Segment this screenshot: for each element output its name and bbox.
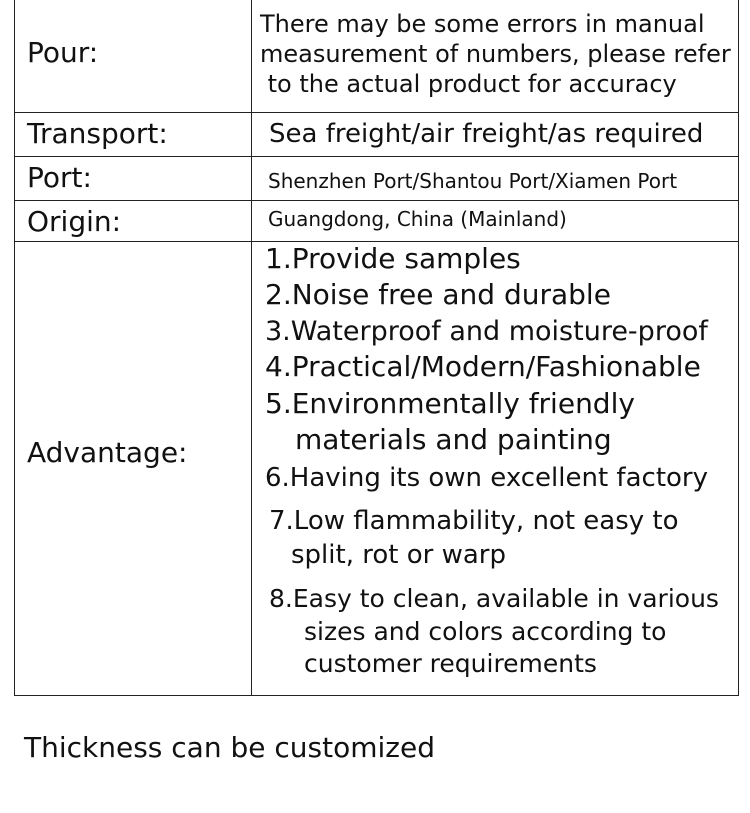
advantage-line-5b: materials and painting	[295, 423, 612, 456]
advantage-line-7b: split, rot or warp	[291, 540, 506, 570]
spec-table	[14, 0, 739, 696]
pour-label: Pour:	[27, 36, 99, 69]
row-advantage	[15, 242, 738, 696]
pour-line-3: to the actual product for accuracy	[260, 70, 677, 98]
row-port	[15, 157, 738, 201]
pour-line-1: There may be some errors in manual	[260, 10, 705, 38]
advantage-line-7: 7.Low flammability, not easy to	[269, 506, 679, 536]
pour-line-2: measurement of numbers, please refer	[260, 40, 731, 68]
advantage-line-8c: customer requirements	[304, 649, 597, 678]
advantage-line-1: 1.Provide samples	[265, 242, 521, 275]
thickness-note: Thickness can be customized	[24, 731, 435, 764]
origin-label: Origin:	[27, 205, 122, 238]
advantage-line-4: 4.Practical/Modern/Fashionable	[265, 350, 701, 383]
advantage-line-5: 5.Environmentally friendly	[265, 387, 635, 420]
port-value: Shenzhen Port/Shantou Port/Xiamen Port	[268, 169, 678, 193]
row-pour	[15, 0, 738, 113]
origin-value: Guangdong, China (Mainland)	[268, 207, 567, 231]
advantage-line-6: 6.Having its own excellent factory	[265, 463, 708, 493]
transport-value: Sea freight/air freight/as required	[269, 119, 704, 149]
advantage-line-2: 2.Noise free and durable	[265, 278, 611, 311]
row-origin	[15, 201, 738, 242]
advantage-label: Advantage:	[27, 436, 188, 469]
transport-label: Transport:	[27, 117, 168, 150]
advantage-line-3: 3.Waterproof and moisture-proof	[265, 316, 708, 347]
port-label: Port:	[27, 161, 92, 194]
advantage-line-8: 8.Easy to clean, available in various	[269, 584, 719, 613]
advantage-line-8b: sizes and colors according to	[304, 617, 667, 646]
row-transport	[15, 113, 738, 157]
